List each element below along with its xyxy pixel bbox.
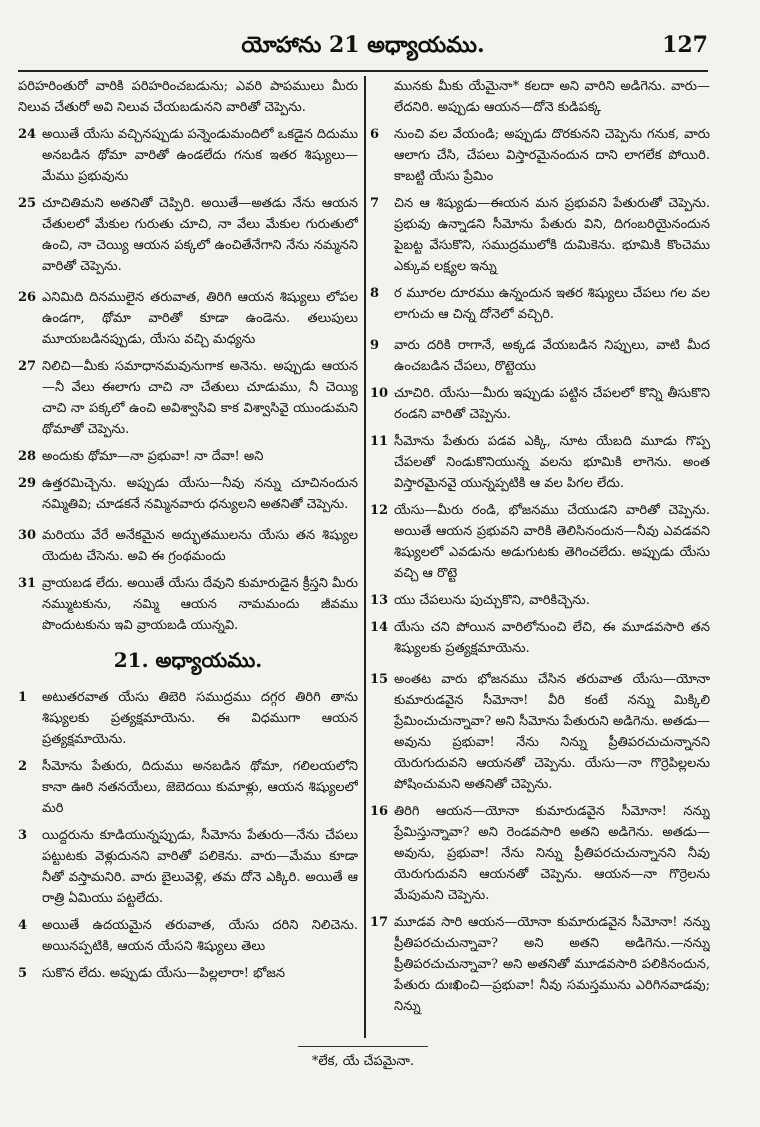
verse (370, 912, 710, 1017)
verse-text: అటుతరవాత యేసు తిబెరి సముద్రము దగ్గర తిరిగి తాను శిష్యులకు ప్రత్యక్షమాయెను. ఈ విధముగా ఆయన ప్రత్యక్షమాయెను. (42, 690, 358, 747)
verse-number: 15 (370, 672, 389, 687)
column-divider (364, 76, 366, 1038)
verse (18, 915, 358, 957)
verse-text: యేసు చని పోయిన వారిలోనుంచి లేచి, ఈ మూడవసారి తన శిష్యులకు ప్రత్యక్షమాయెను. (394, 620, 710, 656)
verse (370, 193, 710, 277)
verse (18, 356, 358, 440)
verse (18, 287, 358, 350)
verse-number: 10 (370, 386, 389, 401)
verse-text: అయితే యేసు వచ్చినప్పుడు పన్నెండుమందిలో ఒకడైన దిదుము అనబడిన థోమా వారితో ఉండలేదు గనుక ఇతర శిష్యులు—మేము ప్రభువును (42, 127, 358, 184)
verse-number: 30 (18, 528, 37, 543)
verse-text: యేసు—మీరు రండి, భోజనము చేయుడని వారితో చెప్పెను. అయితే ఆయన ప్రభువని వారికి తెలిసినందున—నీవు ఎవడవని శిష్యులలో ఎవడును అడుగుటకు తెగించలేదు. అప్పుడు యేసు వచ్చి ఆ రొట్టె (394, 503, 710, 581)
verse-text: చూచిరి. యేసు—మీరు ఇప్పుడు పట్టిన చేపలలో కొన్ని తీసుకొని రండని వారితో చెప్పెను. (394, 386, 710, 422)
verse (18, 573, 358, 636)
footnote: *లేక, యే చేపమైనా. (311, 1054, 415, 1069)
verse-number: 3 (18, 828, 28, 843)
verse-number: 25 (18, 196, 37, 211)
verse-text: సీమోను పేతురు పడవ ఎక్కి, నూట యేబది మూడు గొప్ప చేపలతో నిండుకొనియున్న వలను భూమికి లాగెను. అంత విస్తారమైనవై యున్నప్పటికి ఆ వల పిగల లేదు. (394, 434, 710, 491)
verse-number: 17 (370, 915, 389, 930)
verse-number: 24 (18, 127, 37, 142)
verse-number: 2 (18, 759, 28, 774)
verse (18, 963, 358, 984)
verse-text: చూచితిమని అతనితో చెప్పిరి. అయితే—అతడు నేను ఆయన చేతులలో మేకుల గురుతు చూచి, నా వేలు మేకుల గురుతులో ఉంచి, నా చెయ్యి ఆయన పక్కలో ఉంచితేనేగాని నేను నమ్మనని వారితో చెప్పెను. (42, 196, 358, 274)
verse (18, 473, 358, 515)
verse-number: 11 (370, 434, 389, 449)
verse-group (18, 687, 358, 984)
text-columns (18, 76, 708, 1036)
verse (18, 446, 358, 467)
verse-number: 31 (18, 576, 37, 591)
verse-text: అంతట వారు భోజనము చేసిన తరువాత యేసు—యోనా కుమారుడవైన సీమోనా! వీరి కంటే నన్ను మిక్కిలి ప్రేమించుచున్నావా? అని సీమోను పేతురుని అడిగెను. అతడు—అవును ప్రభువా! నేను నిన్ను ప్రీతిపరచుచున్నానని యెరుగుదువని ఆయనతో చెప్పెను. యేసు—నా గొర్రెపిల్లలను పోషించుమని అతనితో చెప్పెను. (394, 672, 710, 792)
verse (370, 76, 710, 118)
verse-text: నిలిచి—మీకు సమాధానమవునుగాక అనెను. అప్పుడు ఆయన—నీ వేలు ఈలాగు చాచి నా చేతులు చూడుము, నీ చెయ్యి చాచి నా పక్కలో ఉంచి అవిశ్వాసివి కాక విశ్వాసివై యుండుమని థోమాతో చెప్పెను. (42, 359, 358, 437)
verse (370, 383, 710, 425)
verse-number: 7 (370, 196, 380, 211)
verse (370, 590, 710, 611)
right-column (370, 76, 710, 1036)
verse-number: 1 (18, 690, 28, 705)
verse-group (370, 76, 710, 325)
verse-group (370, 669, 710, 1017)
verse-group (18, 287, 358, 515)
verse-number: 12 (370, 503, 389, 518)
verse-number: 9 (370, 338, 380, 353)
verse-number: 26 (18, 290, 37, 305)
verse-number: 28 (18, 449, 37, 464)
verse-text: యిద్దరును కూడియున్నప్పుడు, సీమోను పేతురు—నేను చేపలు పట్టుటకు వెళ్లుదునని వారితో పలికెను. వారు—మేము కూడా నీతో వస్తామనిరి. వారు బైలువెళ్లి, తమ దోనె ఎక్కిరి. అయితే ఆ రాత్రి ఏమియు పట్టలేదు. (42, 828, 358, 906)
verse (18, 193, 358, 277)
verse-text: మూడవ సారి ఆయన—యోనా కుమారుడవైన సీమోనా! నన్ను ప్రీతిపరచుచున్నావా? అని అతని అడిగెను.—నన్ను ప్రీతిపరచుచున్నావా? అని అతనితో మూడవసారి పలికినందున, పేతురు దుఃఖించి—ప్రభువా! నీవు సమస్తమును ఎరిగినవాడవు; నిన్ను (394, 915, 710, 1014)
page-number: 127 (662, 32, 708, 58)
verse (370, 283, 710, 325)
verse (370, 617, 710, 659)
verse-group (18, 124, 358, 277)
running-title: యోహాను 21 అధ్యాయము. (241, 32, 485, 58)
verse-text: ఉత్తరమిచ్చెను. అప్పుడు యేసు—నీవు నన్ను చూచినందున నమ్మితివి; చూడకనే నమ్మినవారు ధన్యులని అతనితో చెప్పెను. (42, 476, 358, 512)
verse-number: 16 (370, 804, 389, 819)
verse-text: నుంచి వల వేయండి; అప్పుడు దొరకునని చెప్పెను గనుక, వారు ఆలాగు చేసి, చేపలు విస్తారమైనందున దాని లాగలేక పోయిరి. కాబట్టి యేసు ప్రేమిం (394, 127, 710, 184)
verse-text: అందుకు థోమా—నా ప్రభువా! నా దేవా! అని (42, 449, 264, 464)
verse-number: 14 (370, 620, 389, 635)
verse-number: 27 (18, 359, 37, 374)
verse-number: 4 (18, 918, 28, 933)
verse (18, 687, 358, 750)
verse-text: ఎనిమిది దినములైన తరువాత, తిరిగి ఆయన శిష్యులు లోపల ఉండగా, థోమా వారితో కూడా ఉండెను. తలుపులు మూయబడినప్పుడు, యేసు వచ్చి మధ్యను (42, 290, 358, 347)
verse-number: 29 (18, 476, 37, 491)
page-header (18, 20, 708, 72)
verse-group (18, 525, 358, 636)
verse-text: ర మూరల దూరము ఉన్నందున ఇతర శిష్యులు చేపలు గల వల లాగుచు ఆ చిన్న దోనెలో వచ్చిరి. (394, 286, 710, 322)
verse (370, 335, 710, 377)
verse-text: మరియు వేరే అనేకమైన అద్భుతములను యేసు తన శిష్యుల యెదుట చేసెను. అవి ఈ గ్రంథమందు (42, 528, 358, 564)
verse-number: 13 (370, 593, 389, 608)
verse-text: చిన ఆ శిష్యుడు—ఈయన మన ప్రభువని పేతురుతో చెప్పెను. ప్రభువు ఉన్నాడని సీమోను పేతురు విని, దిగంబరియైనందున పైబట్ట వేసుకొని, సముద్రములోకి దుమికెను. భూమికి కొంచెము ఎక్కువ లక్ష్యల ఇన్ను (394, 196, 710, 274)
verse (18, 525, 358, 567)
verse-number: 8 (370, 286, 380, 301)
verse (370, 669, 710, 795)
verse-text: వ్రాయబడ లేదు. అయితే యేసు దేవుని కుమారుడైన క్రీస్తని మీరు నమ్ముటకును, నమ్మి ఆయన నామమందు జీవము పొందుటకును ఇవి వ్రాయబడి యున్నవి. (42, 576, 358, 633)
left-column (18, 76, 358, 1036)
verse-text: యు చేపలును పుచ్చుకొని, వారికిచ్చెను. (394, 593, 590, 608)
verse-text: మునకు మీకు యేమైనా* కలదా అని వారిని అడిగెను. వారు—లేదనిరి. అప్పుడు ఆయన—దోనె కుడిపక్క (394, 79, 710, 115)
verse (370, 124, 710, 187)
verse-number: 6 (370, 127, 380, 142)
page (18, 20, 708, 1105)
verse (370, 500, 710, 584)
verse (18, 825, 358, 909)
verse (18, 124, 358, 187)
verse-text: తిరిగి ఆయన—యోనా కుమారుడవైన సీమోనా! నన్ను ప్రేమిస్తున్నావా? అని రెండవసారి అతని అడిగెను. అతడు—అవును, ప్రభువా! నేను నిన్ను ప్రీతిపరచుచున్నానని నీవు యెరుగుదువని ఆయనతో చెప్పెను. ఆయన—నా గొర్రెలను మేపుమని చెప్పెను. (394, 804, 710, 903)
verse-text: సుకొన లేదు. అప్పుడు యేసు—పిల్లలారా! భోజన (42, 966, 285, 981)
verse-text: అయితే ఉదయమైన తరువాత, యేసు దరిని నిలిచెను. అయినప్పటికి, ఆయన యేసని శిష్యులు తెలు (42, 918, 358, 954)
verse (370, 431, 710, 494)
chapter-heading: 21. అధ్యాయము. (113, 648, 263, 672)
verse-text: సీమోను పేతురు, దిదుము అనబడిన థోమా, గలిలయలోని కానా ఊరి నతనయేలు, జెబెదయి కుమాళ్లు, ఆయన శిష్యులలో మరి (42, 759, 358, 816)
verse-text: వారు దరికి రాగానే, అక్కడ వేయబడిన నిప్పులు, వాటి మీద ఉంచబడిన చేపలు, రొట్టెయు (394, 338, 710, 374)
verse-text: పరిహరింతురో వారికి పరిహరించబడును; ఎవరి పాపములు మీరు నిలువ చేతురో అవి నిలువ చేయబడునని వారితో చెప్పెను. (18, 79, 358, 115)
verse-group (370, 335, 710, 659)
verse (18, 756, 358, 819)
footnote-divider (298, 1046, 428, 1047)
verse (370, 801, 710, 906)
verse-number: 5 (18, 966, 28, 981)
